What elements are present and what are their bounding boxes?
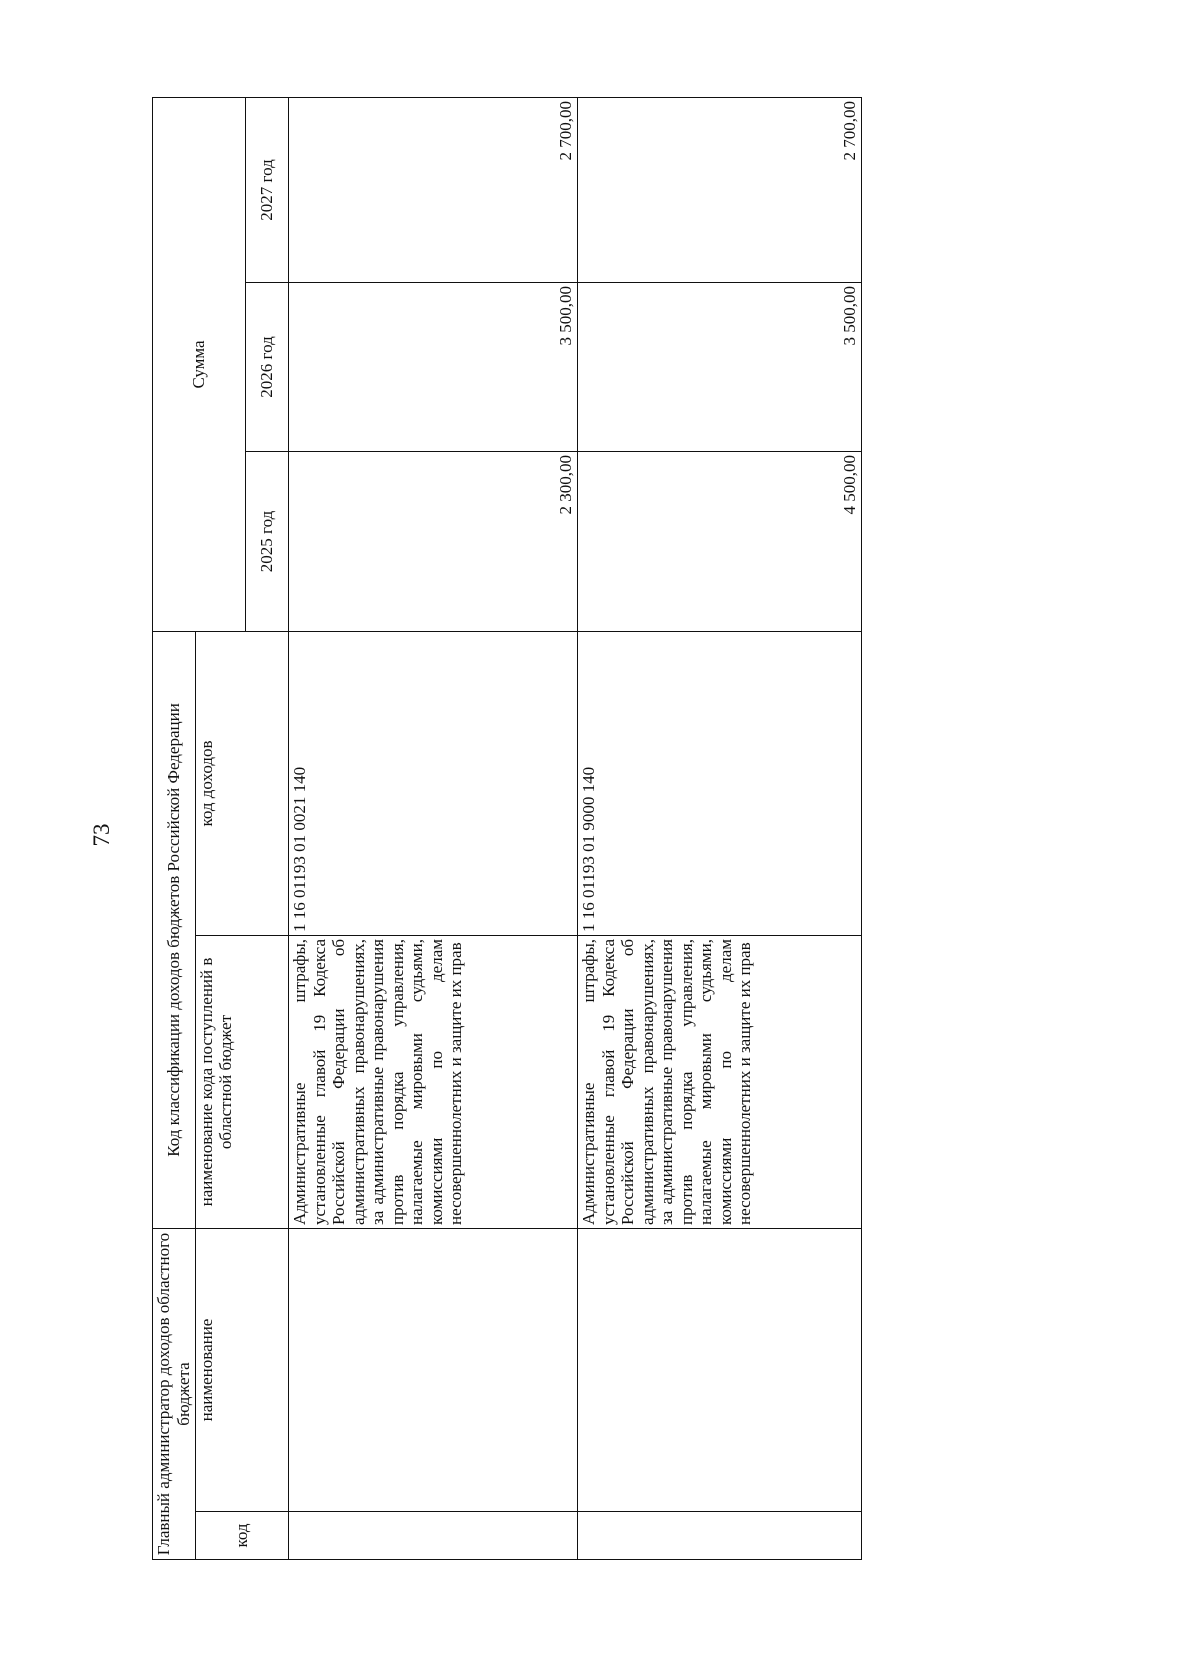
header-admin-name: наименование bbox=[195, 1229, 288, 1512]
table-row bbox=[288, 97, 577, 1559]
row-sum-2026: 3 500,00 bbox=[288, 282, 577, 451]
header-admin-group: Главный администратор доходов областного бюджета bbox=[153, 1229, 196, 1560]
row-admin-code bbox=[578, 1512, 862, 1560]
header-year-2027: 2027 год bbox=[246, 97, 289, 282]
header-classification-group: Код классификации доходов бюджетов Российской Федерации bbox=[153, 631, 196, 1228]
row-receipt-name: Административные штрафы, установленные главой 19 Кодекса Российской Федерации об административных правонарушениях, за административные правонарушения против порядка управления, налагаемые мировыми судьями, комиссиями по делам несовершеннолетних и защите их прав bbox=[578, 936, 862, 1229]
row-sum-2026: 3 500,00 bbox=[578, 282, 862, 451]
row-sum-2027: 2 700,00 bbox=[578, 97, 862, 282]
row-admin-code bbox=[288, 1512, 577, 1560]
header-sum-group: Сумма bbox=[153, 97, 246, 631]
row-admin-name bbox=[288, 1229, 577, 1512]
header-year-2025: 2025 год bbox=[246, 451, 289, 631]
income-classification-table bbox=[152, 97, 862, 1560]
row-sum-2025: 2 300,00 bbox=[288, 451, 577, 631]
row-income-code: 1 16 01193 01 0021 140 bbox=[288, 631, 577, 935]
row-sum-2027: 2 700,00 bbox=[288, 97, 577, 282]
rotated-table-container bbox=[152, 98, 862, 1560]
table-row bbox=[578, 97, 862, 1559]
page-number: 73 bbox=[89, 823, 114, 847]
header-income-code: код доходов bbox=[195, 631, 288, 935]
header-admin-code: код bbox=[195, 1512, 288, 1560]
row-receipt-name: Административные штрафы, установленные главой 19 Кодекса Российской Федерации об административных правонарушениях, за административные правонарушения против порядка управления, налагаемые мировыми судьями, комиссиями по делам несовершеннолетних и защите их прав bbox=[288, 936, 577, 1229]
header-row-top bbox=[153, 97, 196, 1559]
row-sum-2025: 4 500,00 bbox=[578, 451, 862, 631]
header-receipt-name: наименование кода поступлений в областной бюджет bbox=[195, 936, 288, 1229]
row-income-code: 1 16 01193 01 9000 140 bbox=[578, 631, 862, 935]
header-year-2026: 2026 год bbox=[246, 282, 289, 451]
row-admin-name bbox=[578, 1229, 862, 1512]
